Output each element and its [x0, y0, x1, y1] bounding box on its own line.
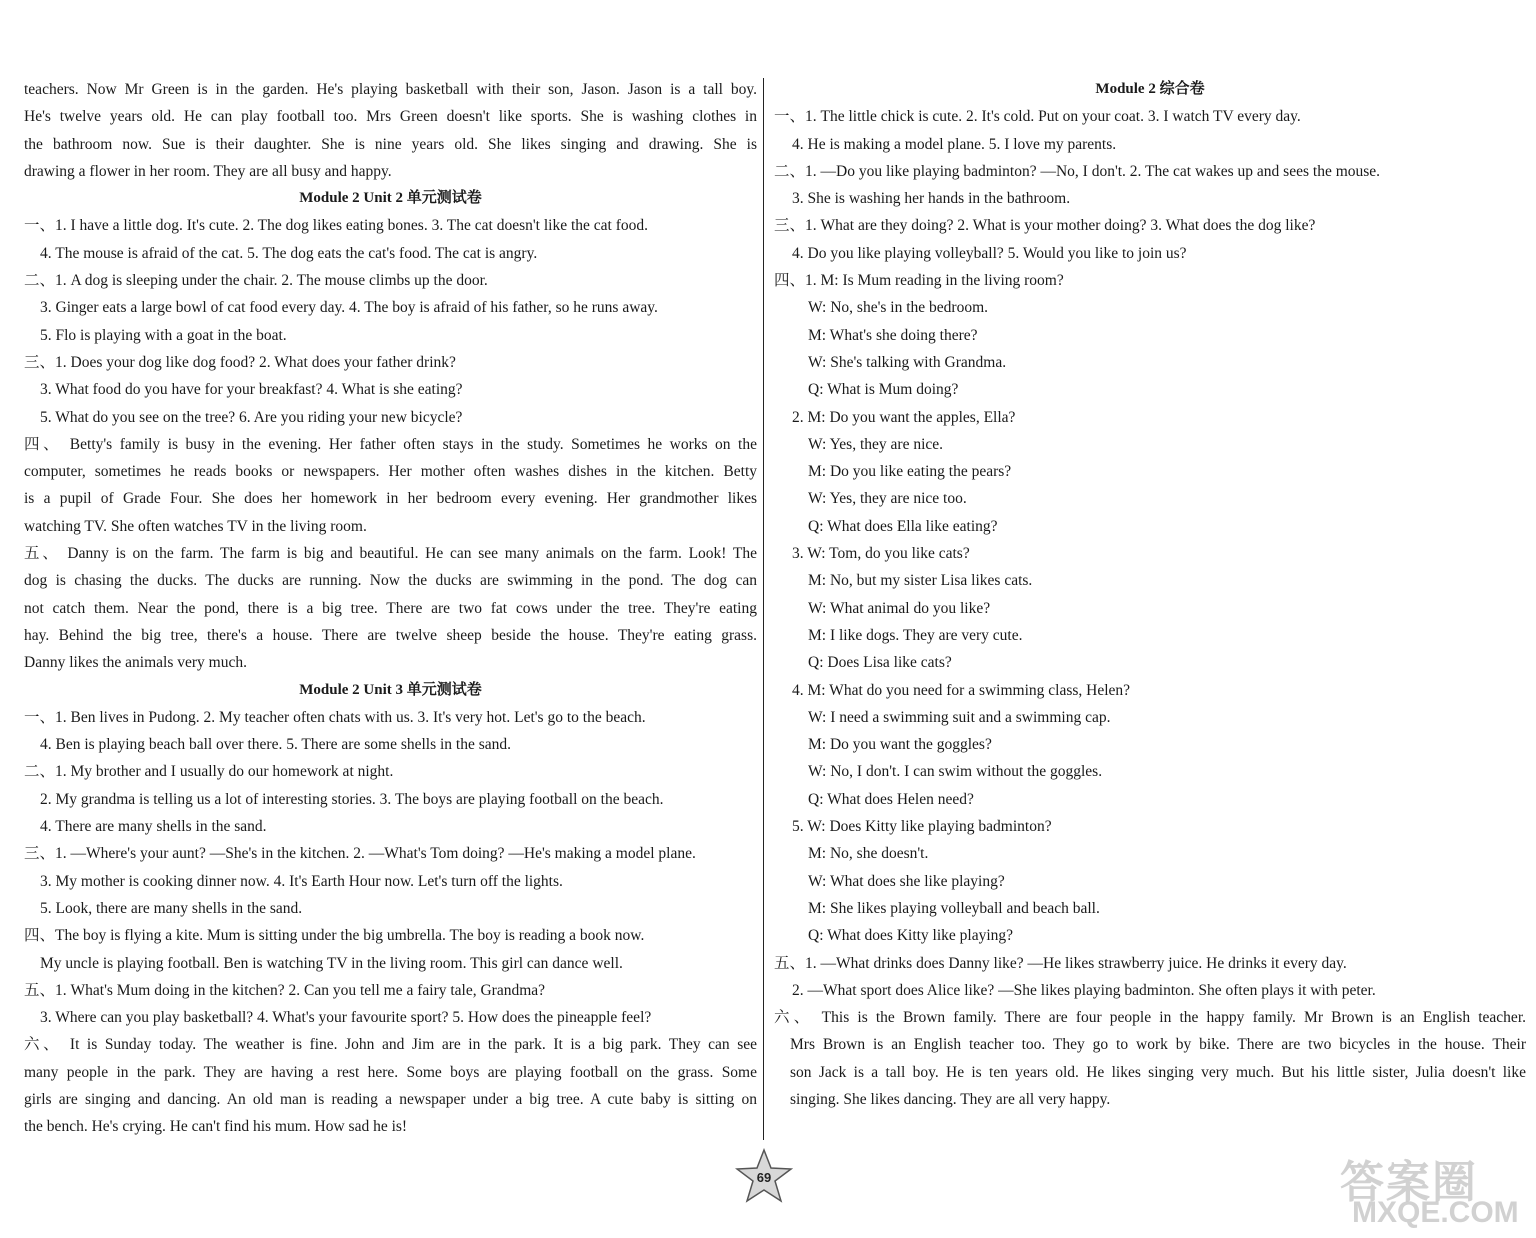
- answer-line: 3. Where can you play basketball? 4. What's your favourite sport? 5. How does the pineapple feel?: [40, 1009, 652, 1027]
- answer-line: 三、1. —Where's your aunt? —She's in the kitchen. 2. —What's Tom doing? —He's making a model plane.: [24, 845, 696, 863]
- answer-line: 3. She is washing her hands in the bathroom.: [792, 190, 1071, 208]
- answer-line: 五、 Danny is on the farm. The farm is big and beautiful. He can see many animals on the farm. Look! The: [24, 545, 757, 563]
- answer-line: 六、 This is the Brown family. There are four people in the happy family. Mr Brown is an English teacher.: [774, 1009, 1526, 1027]
- answer-line: 二、1. —Do you like playing badminton? —No, I don't. 2. The cat wakes up and sees the mouse.: [774, 162, 1381, 180]
- answer-line: the bench. He's crying. He can't find his mum. How sad he is!: [24, 1118, 408, 1136]
- answer-line: Q: What is Mum doing?: [808, 381, 959, 399]
- page-number: 69: [756, 1170, 772, 1185]
- answer-line: 2. My grandma is telling us a lot of interesting stories. 3. The boys are playing football on the beach.: [40, 790, 664, 808]
- answer-line: W: No, I don't. I can swim without the goggles.: [808, 763, 1103, 781]
- left-column: [24, 76, 757, 1141]
- answer-line: not catch them. Near the pond, there is a big tree. There are two fat cows under the tree. They're eating: [24, 599, 757, 617]
- section-title: Module 2 Unit 3 单元测试卷: [299, 681, 482, 698]
- answer-line: 4. M: What do you need for a swimming class, Helen?: [792, 681, 1131, 699]
- answer-line: W: I need a swimming suit and a swimming cap.: [808, 708, 1111, 726]
- answer-line: 5. What do you see on the tree? 6. Are you riding your new bicycle?: [40, 408, 463, 426]
- answer-line: girls are singing and dancing. An old man is reading a newspaper under a big tree. A cute baby is sitting on: [24, 1090, 757, 1108]
- answer-line: the bathroom now. Sue is their daughter. She is nine years old. She likes singing and drawing. She is: [24, 135, 757, 153]
- answer-line: W: No, she's in the bedroom.: [808, 299, 989, 317]
- answer-line: drawing a flower in her room. They are all busy and happy.: [24, 162, 392, 180]
- answer-line: 3. W: Tom, do you like cats?: [792, 545, 970, 563]
- answer-line: 4. Ben is playing beach ball over there. 5. There are some shells in the sand.: [40, 736, 512, 754]
- answer-line: 五、1. What's Mum doing in the kitchen? 2. Can you tell me a fairy tale, Grandma?: [24, 981, 546, 999]
- answer-line: many people in the park. They are having a rest here. Some boys are playing football on the grass. Some: [24, 1063, 757, 1081]
- section-title: Module 2 综合卷: [1095, 81, 1205, 97]
- answer-line: M: She likes playing volleyball and beach ball.: [808, 899, 1100, 917]
- answer-line: 3. Ginger eats a large bowl of cat food every day. 4. The boy is afraid of his father, so he runs away.: [40, 299, 658, 317]
- answer-line: W: What does she like playing?: [808, 872, 1005, 890]
- right-column: [774, 76, 1526, 1113]
- answer-line: M: No, but my sister Lisa likes cats.: [808, 572, 1033, 590]
- answer-line: 5. Look, there are many shells in the sand.: [40, 899, 303, 917]
- answer-line: 3. What food do you have for your breakfast? 4. What is she eating?: [40, 381, 463, 399]
- answer-line: 四、1. M: Is Mum reading in the living room?: [774, 272, 1064, 290]
- answer-line: 2. —What sport does Alice like? —She likes playing badminton. She often plays it with peter.: [792, 981, 1376, 999]
- answer-line: 4. The mouse is afraid of the cat. 5. The dog eats the cat's food. The cat is angry.: [40, 244, 538, 262]
- answer-line: 四、 Betty's family is busy in the evening. Her father often stays in the study. Sometimes he works on the: [24, 435, 757, 453]
- answer-line: son Jack is a tall boy. He is ten years old. He likes singing very much. But his little sister, Julia doesn't like: [790, 1063, 1526, 1081]
- answer-line: M: What's she doing there?: [808, 326, 978, 344]
- answer-line: singing. She likes dancing. They are all very happy.: [790, 1090, 1111, 1108]
- answer-line: 三、1. What are they doing? 2. What is your mother doing? 3. What does the dog like?: [774, 217, 1316, 235]
- answer-line: 5. W: Does Kitty like playing badminton?: [792, 818, 1052, 836]
- answer-line: My uncle is playing football. Ben is watching TV in the living room. This girl can dance well.: [40, 954, 623, 972]
- answer-line: W: Yes, they are nice too.: [808, 490, 967, 508]
- answer-line: Mrs Brown is an English teacher too. They go to work by bike. There are two bicycles in the house. Their: [790, 1036, 1526, 1054]
- answer-line: 4. There are many shells in the sand.: [40, 818, 267, 836]
- watermark-logo: 答案圈: [1340, 1157, 1478, 1208]
- answer-line: 4. Do you like playing volleyball? 5. Would you like to join us?: [792, 244, 1187, 262]
- answer-line: 三、1. Does your dog like dog food? 2. What does your father drink?: [24, 353, 456, 371]
- answer-line: 二、1. My brother and I usually do our homework at night.: [24, 763, 394, 781]
- answer-line: 5. Flo is playing with a goat in the boat.: [40, 326, 287, 344]
- answer-line: 一、1. The little chick is cute. 2. It's cold. Put on your coat. 3. I watch TV every day.: [774, 108, 1301, 126]
- answer-line: dog is chasing the ducks. The ducks are running. Now the ducks are swimming in the pond. The dog can: [24, 572, 757, 590]
- answer-line: W: Yes, they are nice.: [808, 435, 944, 453]
- answer-line: 2. M: Do you want the apples, Ella?: [792, 408, 1016, 426]
- answer-line: hay. Behind the big tree, there's a house. There are twelve sheep beside the house. They're eating grass.: [24, 626, 757, 644]
- section-title: Module 2 Unit 2 单元测试卷: [299, 190, 482, 207]
- answer-line: Q: What does Kitty like playing?: [808, 927, 1014, 945]
- answer-line: Danny likes the animals very much.: [24, 654, 247, 672]
- answer-line: He's twelve years old. He can play football too. Mrs Green doesn't like sports. She is washing clothes in: [24, 108, 757, 126]
- answer-line: computer, sometimes he reads books or newspapers. Her mother often washes dishes in the kitchen. Betty: [24, 463, 757, 481]
- answer-line: 一、1. Ben lives in Pudong. 2. My teacher often chats with us. 3. It's very hot. Let's go to the beach.: [24, 708, 646, 726]
- answer-line: Q: What does Ella like eating?: [808, 517, 998, 535]
- answer-line: 五、1. —What drinks does Danny like? —He likes strawberry juice. He drinks it every day.: [774, 954, 1347, 972]
- answer-line: M: No, she doesn't.: [808, 845, 929, 863]
- answer-line: 四、The boy is flying a kite. Mum is sitting under the big umbrella. The boy is reading a book now.: [24, 927, 645, 945]
- answer-line: W: What animal do you like?: [808, 599, 991, 617]
- answer-line: Q: Does Lisa like cats?: [808, 654, 952, 672]
- answer-line: M: I like dogs. They are very cute.: [808, 626, 1023, 644]
- answer-line: watching TV. She often watches TV in the living room.: [24, 517, 367, 535]
- answer-line: Q: What does Helen need?: [808, 790, 974, 808]
- answer-line: M: Do you like eating the pears?: [808, 463, 1012, 481]
- answer-line: 二、1. A dog is sleeping under the chair. 2. The mouse climbs up the door.: [24, 272, 488, 290]
- answer-line: 4. He is making a model plane. 5. I love my parents.: [792, 135, 1117, 153]
- column-divider: [763, 78, 764, 1140]
- answer-line: 六、 It is Sunday today. The weather is fine. John and Jim are in the park. It is a big park. They can see: [24, 1036, 757, 1054]
- answer-line: W: She's talking with Grandma.: [808, 353, 1007, 371]
- answer-line: M: Do you want the goggles?: [808, 736, 992, 754]
- answer-line: teachers. Now Mr Green is in the garden. He's playing basketball with their son, Jason. Jason is a tall boy.: [24, 81, 757, 98]
- watermark-url: MXQE.COM: [1352, 1196, 1519, 1229]
- answer-line: 3. My mother is cooking dinner now. 4. It's Earth Hour now. Let's turn off the lights.: [40, 872, 563, 890]
- answer-line: is a pupil of Grade Four. She does her homework in her bedroom every evening. Her grandmother likes: [24, 490, 757, 508]
- answer-line: 一、1. I have a little dog. It's cute. 2. The dog likes eating bones. 3. The cat doesn't like the cat food.: [24, 217, 648, 235]
